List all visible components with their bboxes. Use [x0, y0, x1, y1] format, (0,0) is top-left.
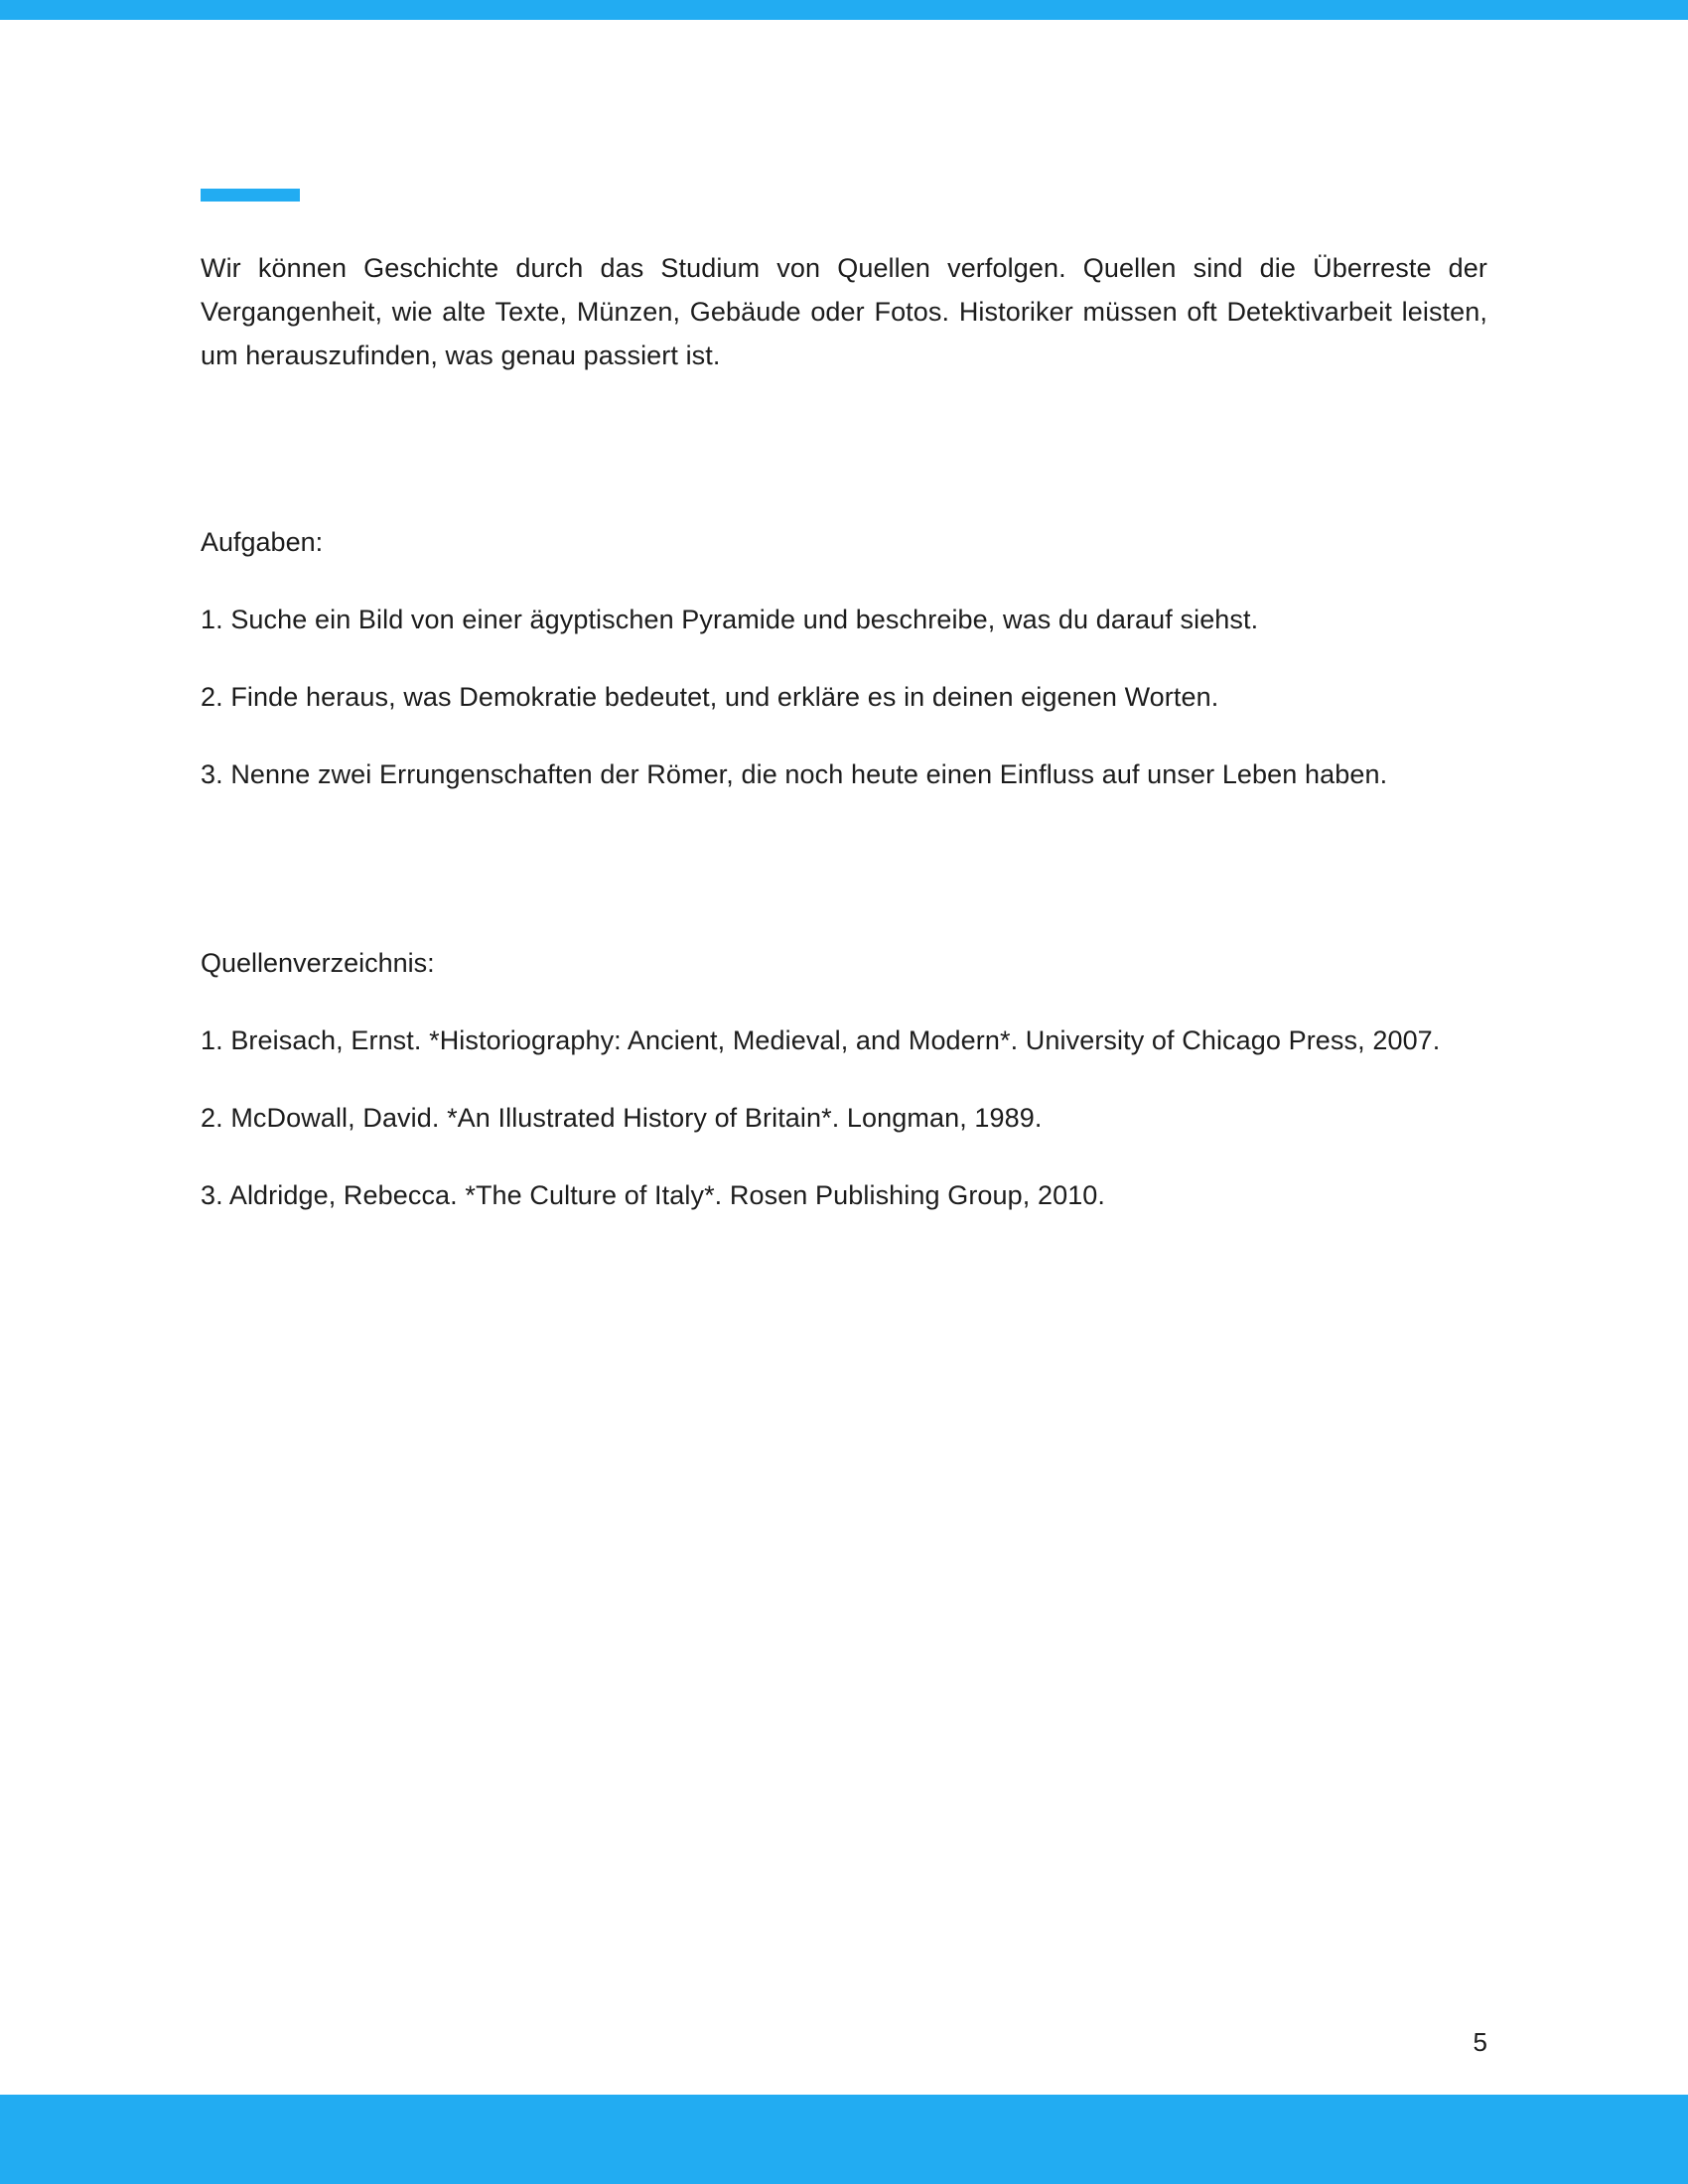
task-item-2: 2. Finde heraus, was Demokratie bedeutet, und erkläre es in deinen eigenen Worten. [201, 682, 1219, 712]
bibliography-item-1: 1. Breisach, Ernst. *Historiography: Ancient, Medieval, and Modern*. University of Chicago Press, 2007. [201, 1025, 1441, 1055]
intro-paragraph: Wir können Geschichte durch das Studium von Quellen verfolgen. Quellen sind die Überreste der Vergangenheit, wie alte Texte, Münzen, Gebäude oder Fotos. Historiker müssen oft Detektivarbeit leisten, um herauszufinden, was genau passiert ist. [201, 253, 1487, 370]
bibliography-item-2: 2. McDowall, David. *An Illustrated History of Britain*. Longman, 1989. [201, 1103, 1043, 1133]
task-item-3: 3. Nenne zwei Errungenschaften der Römer, die noch heute einen Einfluss auf unser Leben haben. [201, 759, 1388, 789]
task-item-1: 1. Suche ein Bild von einer ägyptischen Pyramide und beschreibe, was du darauf siehst. [201, 605, 1259, 634]
section-spacer-tasks [201, 411, 1487, 520]
bottom-accent-bar [0, 2095, 1688, 2184]
section-spacer-bibliography [201, 830, 1487, 941]
tasks-heading: Aufgaben: [201, 527, 324, 557]
bibliography-item-3: 3. Aldridge, Rebecca. *The Culture of Italy*. Rosen Publishing Group, 2010. [201, 1180, 1106, 1210]
page-number: 5 [1473, 2027, 1487, 2057]
document-body [201, 246, 1487, 1251]
page-content-column [201, 0, 1487, 2184]
section-accent-dash [201, 189, 300, 202]
bibliography-heading: Quellenverzeichnis: [201, 948, 435, 978]
